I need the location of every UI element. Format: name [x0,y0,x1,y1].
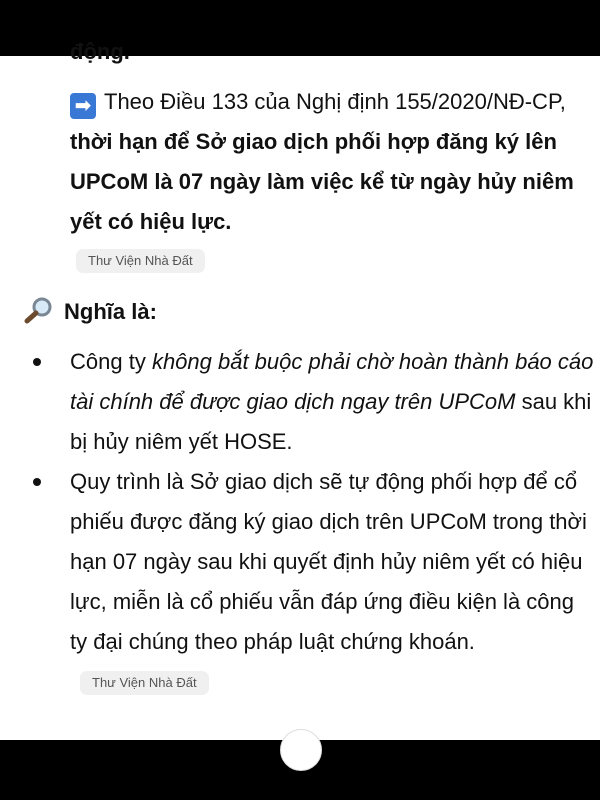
section-heading [24,296,157,328]
magnifier-icon [24,296,54,324]
paragraph-bold-text: thời hạn để Sở giao dịch phối hợp đăng ký lên UPCoM là 07 ngày làm việc kể từ ngày hủy niêm yết có hiệu lực. [70,129,574,234]
list-item [0,462,595,702]
section-heading-text: Nghĩa là: [64,299,157,324]
bullet-dot [33,478,41,486]
chat-response-content [0,39,600,740]
bullet-dot [33,358,41,366]
source-tag[interactable]: Thư Viện Nhà Đất [80,671,209,695]
source-tag[interactable]: Thư Viện Nhà Đất [76,249,205,273]
list-item-text: Công ty [70,349,152,374]
list-item [0,342,595,462]
list-item-text: sau khi bị hủy niêm yết HOSE. [70,389,592,454]
clipped-text-top: động. [70,39,130,64]
legal-reference-paragraph [70,82,590,242]
explanation-list [0,342,600,702]
paragraph-normal-text: Theo Điều 133 của Nghị định 155/2020/NĐ-CP, [104,89,566,114]
right-arrow-icon: ➡ [70,93,96,119]
list-item-italic-text: không bắt buộc phải chờ hoàn thành báo cáo tài chính để được giao dịch ngay trên UPCoM [70,349,594,414]
scroll-down-button[interactable] [280,729,322,771]
list-item-text: Quy trình là Sở giao dịch sẽ tự động phối hợp để cổ phiếu được đăng ký giao dịch trên UPCoM trong thời hạn 07 ngày sau khi quyết định hủy niêm yết có hiệu lực, miễn là cổ phiếu vẫn đáp ứng điều kiện là công ty đại chúng theo pháp luật chứng khoán. [70,469,587,654]
